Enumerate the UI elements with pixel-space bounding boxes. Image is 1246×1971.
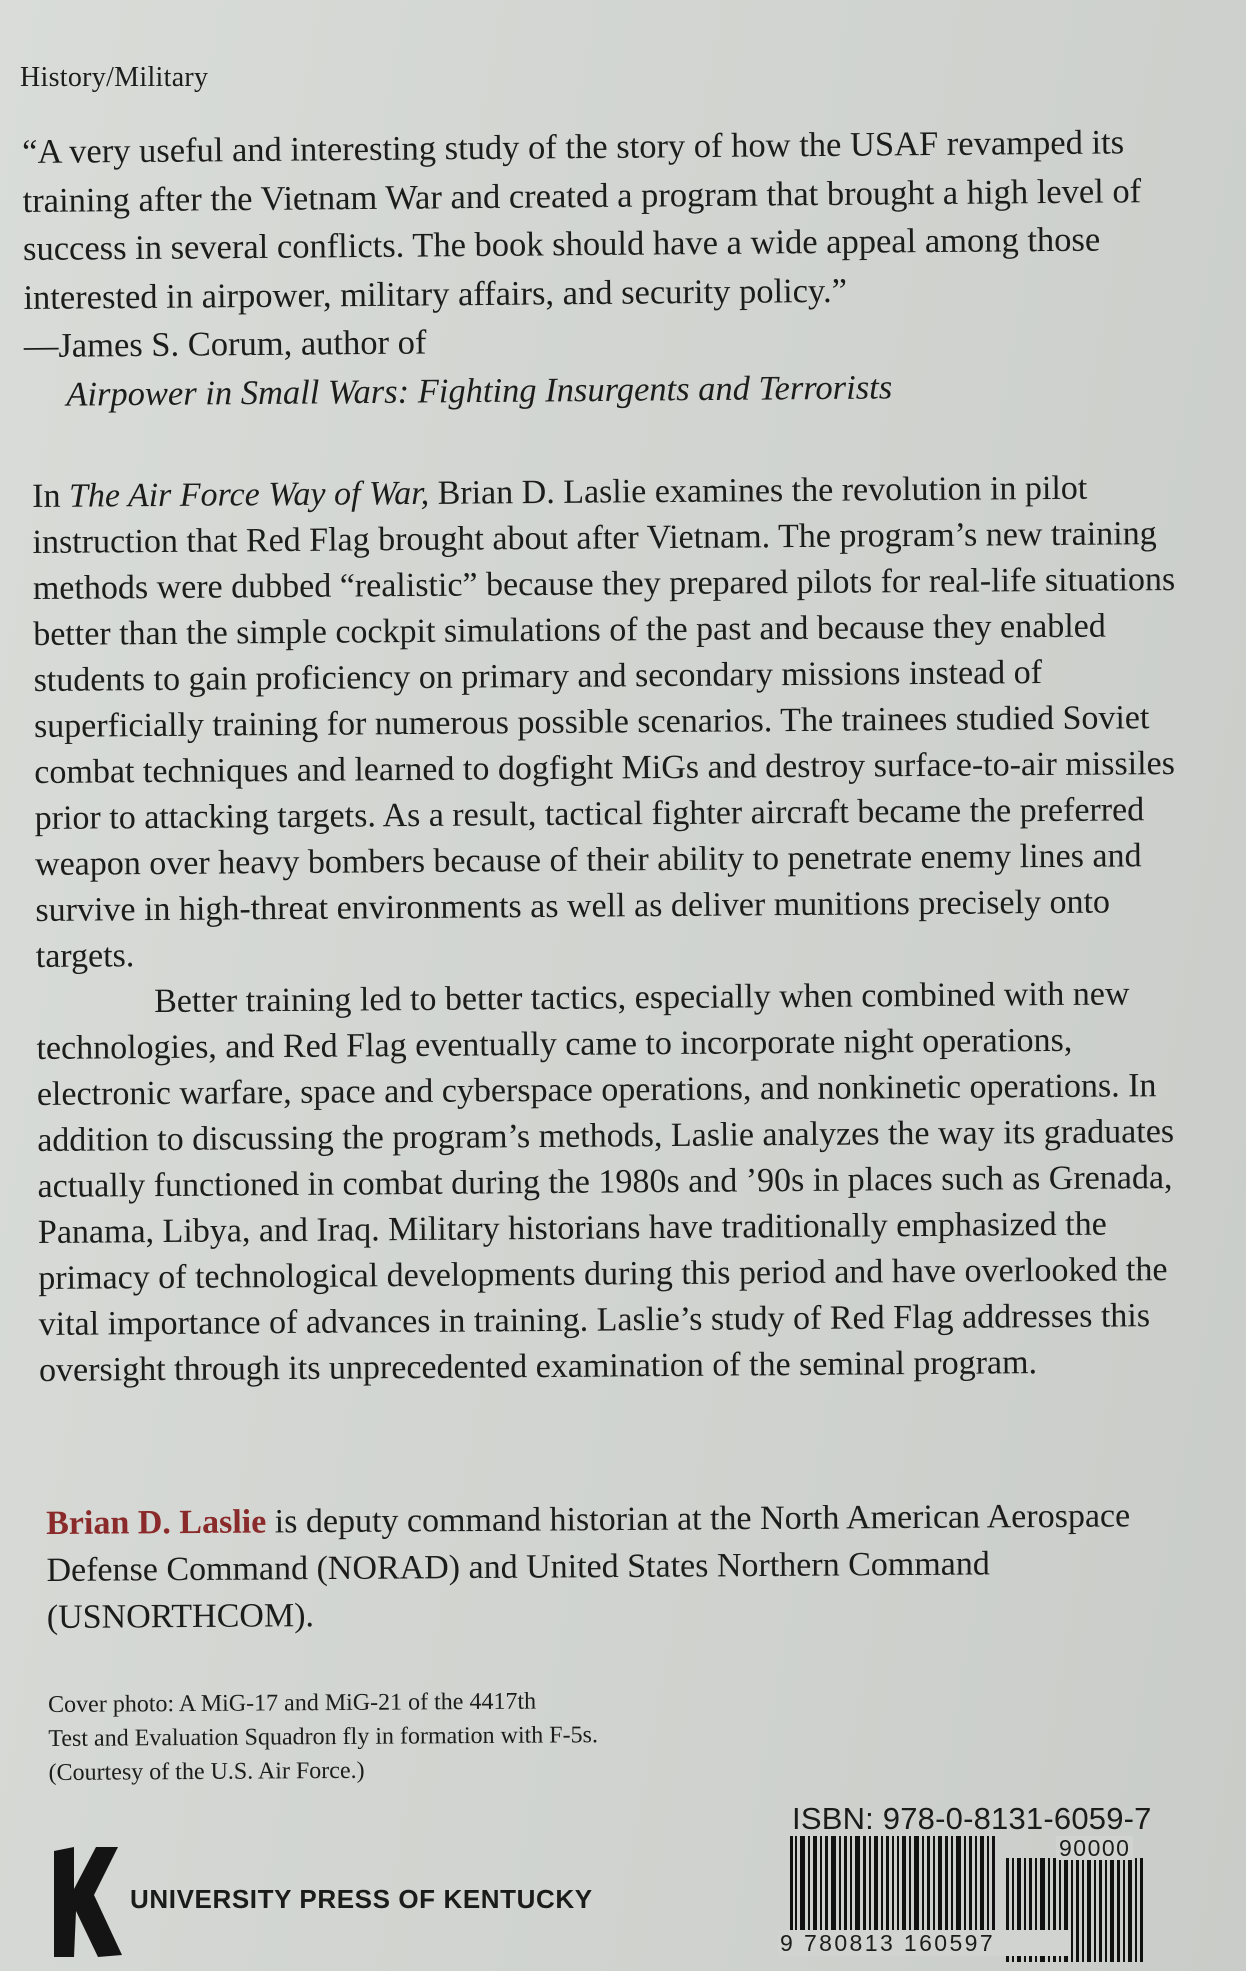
publisher-name: UNIVERSITY PRESS OF KENTUCKY <box>130 1884 593 1914</box>
isbn-label: ISBN: 978-0-8131-6059-7 <box>792 1801 1152 1836</box>
description-paragraph-1 <box>32 465 1186 980</box>
author-bio <box>46 1492 1147 1641</box>
endorsement-blurb <box>22 118 1174 419</box>
endorsement-attribution: —James S. Corum, author of <box>23 323 427 365</box>
credit-line: Test and Evaluation Squadron fly in formation with F-5s. <box>48 1722 599 1752</box>
description-lead: In <box>32 477 70 515</box>
barcode-digits: 9 780813 160597 <box>778 1930 1070 1956</box>
cover-photo-credit <box>48 1683 749 1790</box>
endorser-book-title: Airpower in Small Wars: Fighting Insurgents and Terrorists <box>66 367 893 414</box>
author-name: Brian D. Laslie <box>46 1503 267 1542</box>
kentucky-k-logo-icon <box>52 1845 124 1959</box>
author-bio-text: is deputy command historian at the North American Aerospace Defense Command (NORAD) and United States Northern Command (USNORTHCOM). <box>46 1497 1131 1636</box>
price-code: 90000 <box>1056 1836 1133 1860</box>
endorsement-quote: “A very useful and interesting study of the story of how the USAF revamped its training after the Vietnam War and created a program that brought a high level of success in several conflicts. The book should have a wide appeal among those interested in airpower, military affairs, and security policy.” <box>22 123 1142 317</box>
genre-label: History/Military <box>20 62 209 93</box>
credit-line: (Courtesy of the U.S. Air Force.) <box>48 1757 365 1786</box>
description-body-1: Brian D. Laslie examines the revolution in pilot instruction that Red Flag brought about after Vietnam. The program’s new training methods were dubbed “realistic” because they prepared pilots for real-life situations better than the simple cockpit simulations of the past and because they enabled students to gain proficiency on primary and secondary missions instead of superficially training for numerous possible scenarios. The trainees studied Soviet combat techniques and learned to dogfight MiGs and destroy surface-to-air missiles prior to attacking targets. As a result, tactical fighter aircraft became the preferred weapon over heavy bombers because of their ability to penetrate enemy lines and survive in high-threat environments as well as deliver munitions precisely onto targets. <box>32 469 1176 975</box>
description-paragraph-2: Better training led to better tactics, especially when combined with new technologies, and Red Flag eventually came to incorporate night operations, electronic warfare, space and cyberspace operations, and nonkinetic operations. In addition to discussing the program’s methods, Laslie analyzes the way its graduates actually functioned in combat during the 1980s and ’90s in places such as Grenada, Panama, Libya, and Iraq. Military historians have traditionally emphasized the primacy of technological developments during this period and have overlooked the vital importance of advances in training. Laslie’s study of Red Flag addresses this oversight through its unprecedented examination of the seminal program. <box>36 975 1175 1389</box>
credit-line: Cover photo: A MiG-17 and MiG-21 of the 4417th <box>48 1688 537 1718</box>
book-title: The Air Force Way of War, <box>68 474 430 515</box>
book-description <box>32 465 1189 1394</box>
